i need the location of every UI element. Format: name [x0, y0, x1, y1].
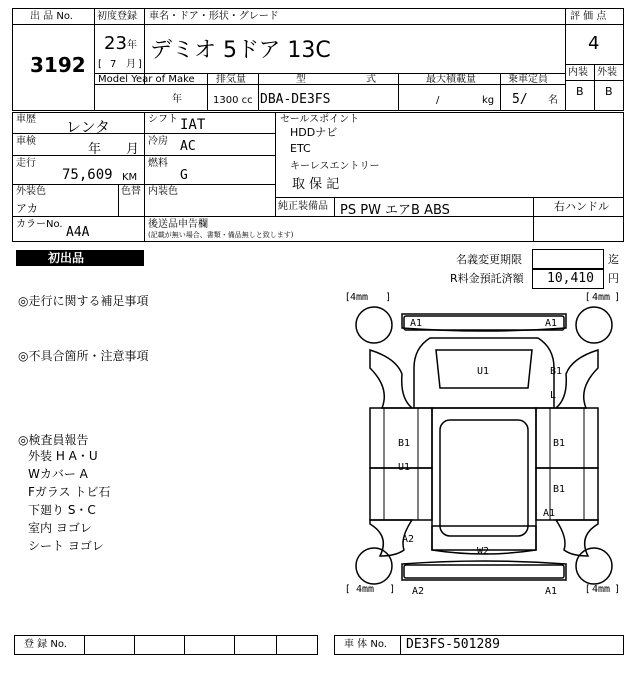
- inspector-line-2: Wカバー A: [28, 467, 88, 481]
- int-color-label: 内装色: [148, 186, 178, 197]
- first-listing-badge: [16, 250, 144, 266]
- left-rear-door-outline: [370, 468, 432, 520]
- svg-text:]: ]: [615, 584, 619, 595]
- tire-mark-rear-left: 4mm: [356, 584, 375, 595]
- sales-point-3: キーレスエントリー: [290, 161, 380, 172]
- name-change-box: [532, 249, 604, 269]
- registration-label: 登 録 No.: [24, 639, 67, 650]
- model-label-2: 式: [366, 74, 376, 85]
- rear-bumper-outline: [402, 561, 566, 580]
- wheel-rear-right-icon: [576, 548, 612, 584]
- tire-mark-rear-right: 4mm: [592, 584, 611, 595]
- mileage-unit: KM: [122, 172, 138, 183]
- displacement-value: 1300 cc: [213, 95, 253, 106]
- driving-remarks-label: ◎走行に関する補足事項: [18, 294, 149, 308]
- code-front-left-bumper: A1: [410, 318, 423, 329]
- car-damage-diagram: [340, 288, 622, 606]
- fuel-value: G: [180, 168, 188, 183]
- interior-grade: B: [576, 85, 584, 98]
- sales-point-2: ETC: [290, 142, 311, 155]
- recycle-unit: 円: [608, 272, 619, 285]
- name-change-unit: 迄: [608, 253, 619, 266]
- month-unit: 月: [126, 59, 136, 70]
- svg-text:[: [: [586, 292, 590, 303]
- shift-value: IAT: [180, 117, 206, 133]
- load-unit: kg: [482, 95, 495, 106]
- color-no-label: カラーNo.: [16, 219, 63, 230]
- chassis-label: 車 体 No.: [344, 639, 387, 650]
- code-right-front-fender: B1: [550, 366, 563, 377]
- tire-mark-front-left: 4mm: [350, 292, 369, 303]
- svg-text:[: [: [346, 292, 350, 303]
- code-left-rear-fender: A2: [402, 534, 415, 545]
- exterior-label: 外装: [597, 67, 617, 78]
- chassis-number: DE3FS-501289: [406, 637, 500, 652]
- capacity-unit: 名: [548, 95, 558, 106]
- year-unit: 年: [127, 40, 137, 51]
- svg-text:]: ]: [390, 584, 394, 595]
- inspector-line-4: 下廻り S・C: [28, 503, 96, 517]
- interior-label: 内装: [568, 67, 588, 78]
- code-left-front-door: B1: [398, 438, 411, 449]
- capacity-value: 5/: [512, 92, 528, 107]
- ext-color-value: アカ: [16, 202, 38, 215]
- svg-text:[: [: [346, 584, 350, 595]
- right-rear-fender-outline: [556, 520, 598, 556]
- ac-value: AC: [180, 139, 196, 154]
- code-left-front-door-2: U1: [398, 462, 411, 473]
- right-front-door-outline: [536, 408, 598, 468]
- code-rear-right-bumper: A1: [545, 586, 558, 597]
- model-year-label: Model Year of Make: [98, 74, 195, 85]
- roof-outline: [432, 408, 536, 550]
- code-right-rear-fender: A1: [543, 508, 556, 519]
- code-right-rear-door: B1: [553, 484, 566, 495]
- left-front-fender-outline: [370, 350, 412, 408]
- capacity-label: 乗車定員: [508, 74, 548, 85]
- sales-point-4: 取 保 記: [292, 177, 340, 192]
- inspector-line-6: シート ヨゴレ: [28, 539, 104, 553]
- mileage-value: 75,609: [62, 167, 113, 183]
- name-change-label: 名義変更期限: [456, 253, 522, 266]
- tire-mark-front-right: 4mm: [592, 292, 611, 303]
- load-label: 最大積載量: [426, 74, 476, 85]
- inspector-label: ◎検査員報告: [18, 433, 89, 447]
- code-tailgate: W2: [477, 546, 490, 557]
- load-value: /: [436, 95, 440, 106]
- rating-label: 評 価 点: [570, 11, 607, 22]
- vehicle-label: 車名・ドア・形状・グレード: [149, 11, 279, 22]
- history-value: レンタ: [66, 118, 111, 136]
- code-right-front-door: B1: [553, 438, 566, 449]
- first-reg-label: 初度登録: [97, 11, 137, 22]
- afterdoc-note: (記載が無い場合、書類・備品無しと致します): [148, 231, 294, 239]
- wheel-front-right-icon: [576, 307, 612, 343]
- steering-value: 右ハンドル: [554, 200, 609, 213]
- code-right-front-fender-2: L: [550, 390, 557, 401]
- first-reg-month: 7: [110, 59, 117, 70]
- model-year-unit: 年: [172, 94, 182, 105]
- afterdoc-label: 後送品申告欄: [148, 219, 208, 230]
- fuel-label: 燃料: [148, 158, 168, 169]
- first-reg-year: 23: [104, 33, 127, 54]
- sales-points-label: セールスポイント: [280, 114, 360, 125]
- wheel-front-left-icon: [356, 307, 392, 343]
- lot-number: 3192: [30, 53, 86, 77]
- color-no-value: A4A: [66, 225, 90, 240]
- inspector-line-3: Fガラス トビ石: [28, 485, 111, 499]
- inspector-line-5: 室内 ヨゴレ: [28, 521, 92, 535]
- vehicle-name: デミオ 5ドア 13C: [150, 38, 331, 63]
- inspection-label: 車検: [16, 136, 36, 147]
- svg-text:[: [: [586, 584, 590, 595]
- right-front-fender-outline: [556, 350, 598, 408]
- svg-text:]: ]: [386, 292, 390, 303]
- recycle-amount: 10,410: [547, 271, 594, 286]
- history-label: 車歴: [16, 114, 36, 125]
- first-listing-text: 初出品: [48, 251, 85, 265]
- model-label-1: 型: [296, 74, 306, 85]
- rating-score: 4: [588, 33, 600, 54]
- color-swap-label: 色替: [121, 186, 141, 197]
- wheel-rear-left-icon: [356, 548, 392, 584]
- code-front-right-bumper: A1: [545, 318, 558, 329]
- displacement-label: 排気量: [216, 74, 246, 85]
- lot-label: 出 品 No.: [30, 11, 73, 22]
- model-code: DBA-DE3FS: [260, 92, 331, 107]
- ac-label: 冷房: [148, 136, 168, 147]
- mileage-label: 走行: [16, 158, 36, 169]
- inspector-line-1: 外装 H A・U: [28, 449, 98, 463]
- ext-color-label: 外装色: [16, 186, 46, 197]
- defects-label: ◎不具合箇所・注意事項: [18, 349, 149, 363]
- svg-text:]: ]: [615, 292, 619, 303]
- sales-point-1: HDDナビ: [290, 126, 338, 139]
- exterior-grade: B: [605, 85, 613, 98]
- inspection-year: 年: [88, 142, 102, 157]
- code-rear-left-bumper: A2: [412, 586, 425, 597]
- equipment-value: PS PW エアB ABS: [340, 203, 450, 218]
- shift-label: シフト: [148, 114, 178, 125]
- equipment-label: 純正装備品: [278, 201, 328, 212]
- inspection-month: 月: [126, 142, 140, 157]
- code-hood: U1: [477, 366, 490, 377]
- recycle-label: R料金預託済額: [450, 272, 524, 285]
